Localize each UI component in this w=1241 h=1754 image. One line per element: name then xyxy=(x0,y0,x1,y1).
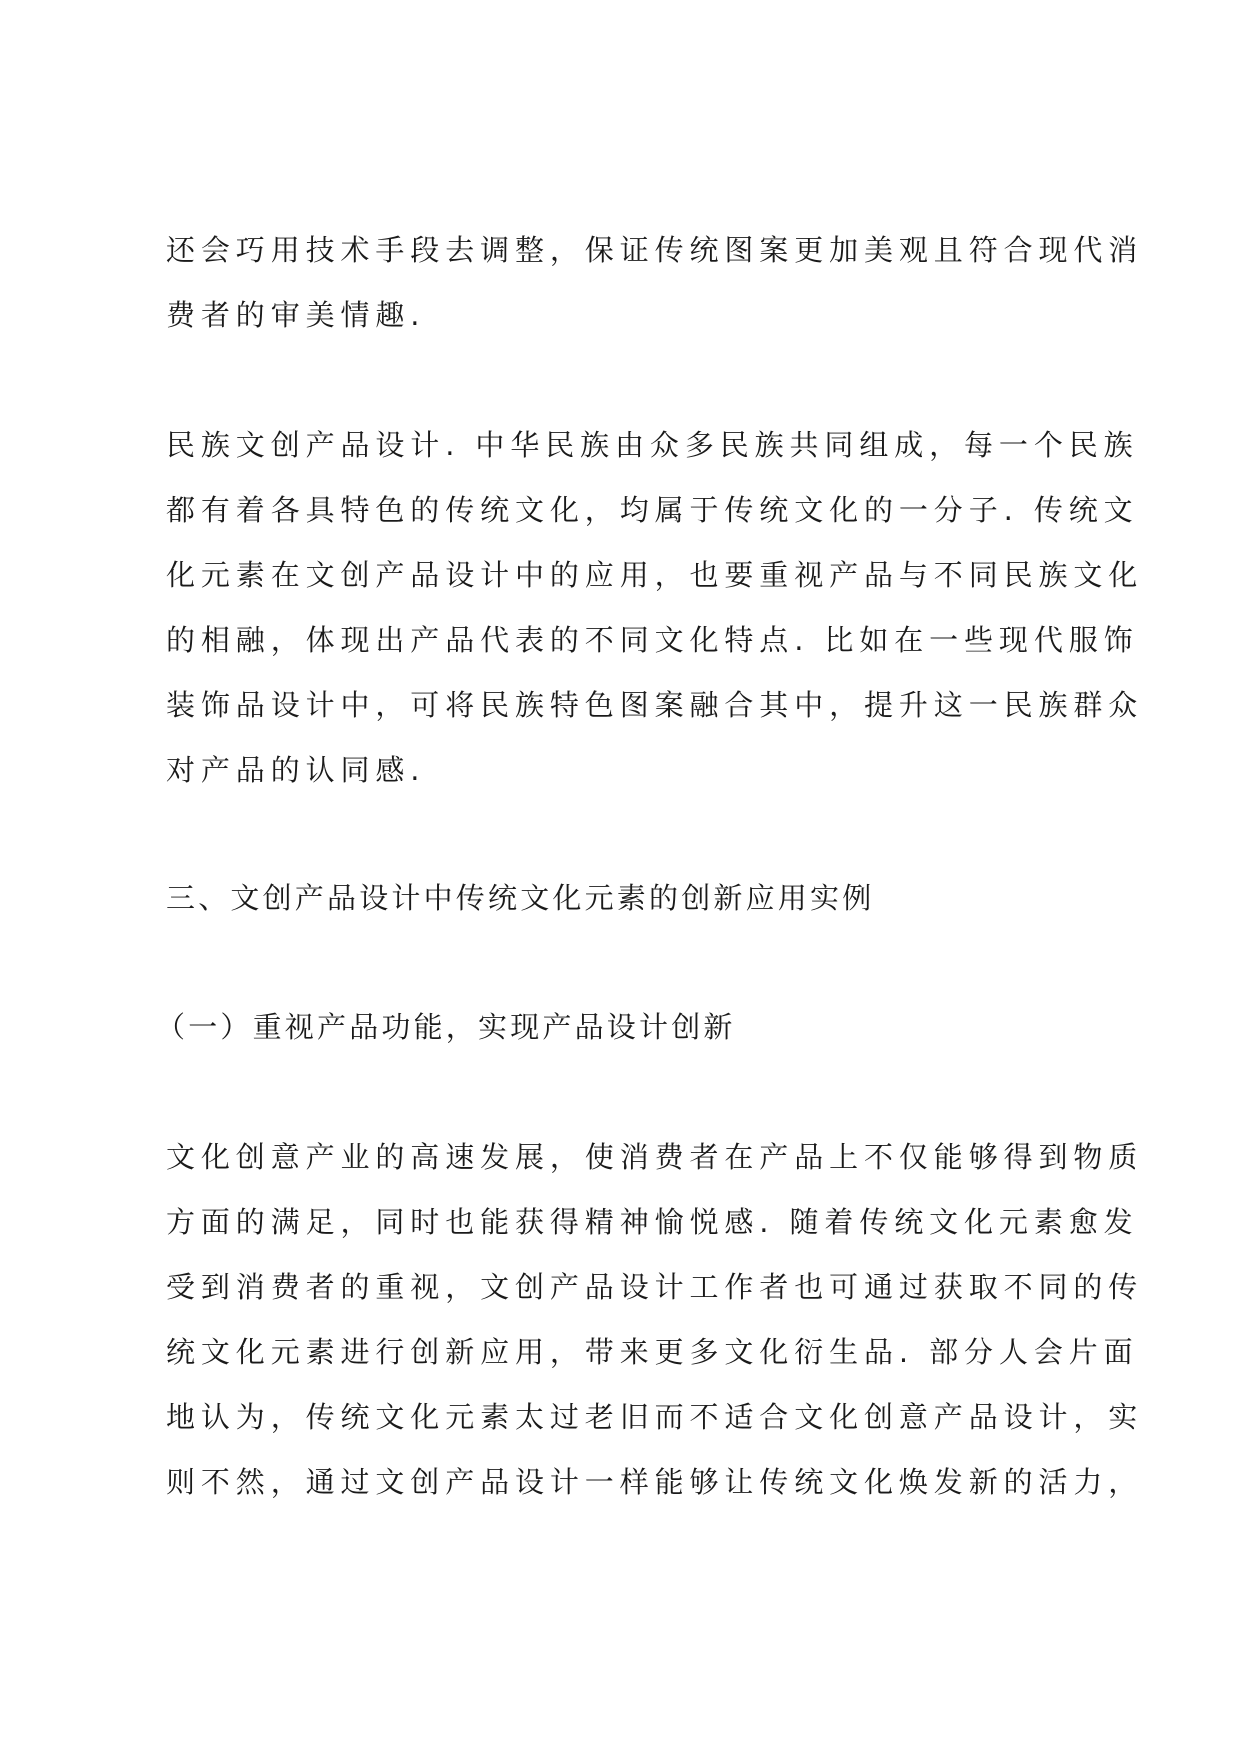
paragraph-2-line-4: 的相融，体现出产品代表的不同文化特点. 比如在一些现代服饰 xyxy=(166,623,1139,657)
paragraph-2-line-1: 民族文创产品设计. 中华民族由众多民族共同组成，每一个民族 xyxy=(166,428,1139,462)
paragraph-3-line-3: 受到消费者的重视，文创产品设计工作者也可通过获取不同的传 xyxy=(166,1270,1144,1304)
paragraph-3-line-2: 方面的满足，同时也能获得精神愉悦感. 随着传统文化元素愈发 xyxy=(166,1205,1139,1239)
paragraph-1-line-1: 还会巧用技术手段去调整，保证传统图案更加美观且符合现代消 xyxy=(166,233,1144,267)
subsection-heading: （一）重视产品功能，实现产品设计创新 xyxy=(156,1010,736,1044)
section-heading: 三、文创产品设计中传统文化元素的创新应用实例 xyxy=(166,881,875,915)
paragraph-3-line-6: 则不然，通过文创产品设计一样能够让传统文化焕发新的活力， xyxy=(166,1465,1144,1499)
paragraph-3-line-5: 地认为，传统文化元素太过老旧而不适合文化创意产品设计，实 xyxy=(166,1400,1144,1434)
paragraph-3-line-4: 统文化元素进行创新应用，带来更多文化衍生品. 部分人会片面 xyxy=(166,1335,1139,1369)
paragraph-2-line-3: 化元素在文创产品设计中的应用，也要重视产品与不同民族文化 xyxy=(166,558,1144,592)
paragraph-2-line-6: 对产品的认同感. xyxy=(166,753,426,787)
paragraph-3-line-1: 文化创意产业的高速发展，使消费者在产品上不仅能够得到物质 xyxy=(166,1140,1144,1174)
paragraph-1-line-2: 费者的审美情趣. xyxy=(166,298,426,332)
paragraph-2-line-2: 都有着各具特色的传统文化，均属于传统文化的一分子. 传统文 xyxy=(166,493,1139,527)
paragraph-2-line-5: 装饰品设计中，可将民族特色图案融合其中，提升这一民族群众 xyxy=(166,688,1144,722)
